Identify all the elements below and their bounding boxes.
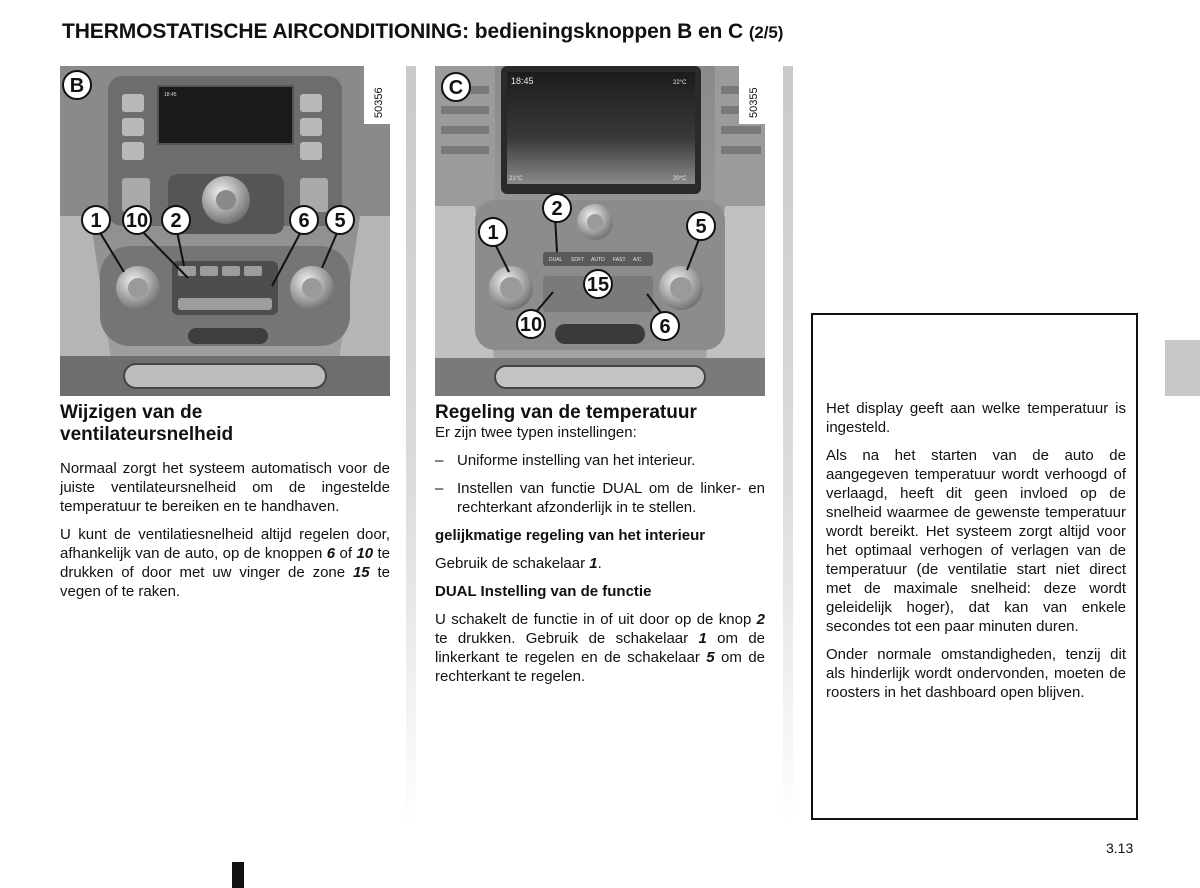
ref-zone-15: 15 [352, 564, 370, 581]
page-title [62, 20, 783, 44]
ref-switch-5: 5 [706, 649, 715, 666]
figure-c-callout-15-label: 15 [586, 274, 610, 296]
note-paragraph-3: Onder normale omstandigheden, tenzij dit als hinderlijk wordt ondervonden, moeten de roosters in het dashboard open blijven. [826, 646, 1126, 701]
uniform-paragraph [435, 554, 765, 573]
figure-c-callout-15 [584, 270, 612, 298]
figure-c-code: 50355 [748, 87, 760, 118]
list-item [435, 451, 765, 470]
figure-c-callout-10-label: 10 [519, 314, 543, 336]
ref-button-2: 2 [756, 611, 765, 628]
figure-b-callout-5 [326, 206, 354, 234]
figure-b-callout-2-label: 2 [170, 210, 182, 232]
figure-c-screen-temp-right: 22°C [673, 80, 687, 86]
dual-text: U schakelt de functie in of uit door op de knop [435, 611, 757, 628]
column-divider-1 [406, 66, 416, 826]
figure-b-callout-1 [82, 206, 110, 234]
crop-mark [232, 862, 244, 888]
list-dash: – [435, 452, 444, 469]
figure-b-letter: B [69, 75, 85, 97]
figure-c-screen-temp-left: 21°C [509, 176, 523, 182]
page-title-part: (2/5) [748, 23, 784, 42]
ref-switch-1: 1 [698, 630, 707, 647]
dual-text: om de rechterkant te regelen. [435, 649, 765, 685]
figure-c-illustration [435, 66, 765, 396]
temperature-heading: Regeling van de temperatuur [435, 402, 697, 423]
settings-list [435, 451, 765, 517]
figure-b-callout-6-label: 6 [298, 210, 310, 232]
figure-b-callout-1-label: 1 [90, 210, 102, 232]
figure-c-callout-1-label: 1 [487, 222, 499, 244]
figure-c-btn-auto: AUTO [591, 257, 605, 263]
figure-c-callout-1 [479, 218, 507, 246]
figure-b-photo [60, 66, 390, 396]
figure-c-btn-fast: FAST [613, 257, 626, 263]
figure-b-screen-time: 18:45 [164, 92, 177, 98]
fan-speed-p2-text: U kunt de ventilatiesnelheid altijd regelen door, afhankelijk van de auto, op de knoppen [60, 526, 390, 562]
figure-c-callout-2 [543, 194, 571, 222]
figure-c-callout-6-label: 6 [659, 316, 671, 338]
dual-text: om de linkerkant te regelen en de schakelaar [435, 630, 766, 666]
ref-switch-1: 1 [589, 555, 598, 572]
list-item-text: Uniforme instelling van het interieur. [457, 452, 696, 469]
fan-speed-paragraph-1: Normaal zorgt het systeem automatisch voor de juiste ventilateursnelheid om de ingestelde temperatuur te bereiken en te handhaven. [60, 460, 390, 515]
list-dash: – [435, 480, 444, 497]
note-content [826, 399, 1126, 711]
figure-b-callout-2 [162, 206, 190, 234]
figure-c-callout-5-label: 5 [695, 216, 707, 238]
note-paragraph-2: Als na het starten van de auto de aangegeven temperatuur wordt verhoogd of verlaagd, heeft dit geen invloed op de snelheid waarmee de gewenste temperatuur wordt bereikt. Het systeem zorgt altijd voor het optimaal verhogen of verlagen van de temperatuur (de ventilatie start niet direct met de maximale snelheid: deze wordt geleidelijk hoger), dat kan van enkele secondes tot een paar minuten duren. [826, 447, 1126, 635]
figure-c-btn-soft: SOFT [571, 257, 585, 263]
figure-b-callout-10 [123, 206, 151, 234]
fan-speed-paragraph-2 [60, 525, 390, 601]
figure-b-illustration [60, 66, 390, 396]
fan-speed-heading [60, 402, 390, 446]
fan-speed-heading-line1: Wijzigen van de [60, 402, 203, 423]
ref-button-10: 10 [356, 545, 374, 562]
uniform-text: . [597, 555, 602, 572]
chapter-tab [1165, 340, 1200, 396]
figure-c-photo [435, 66, 765, 396]
fan-speed-p2-text: te vegen of te raken. [60, 564, 391, 600]
dual-subheading: DUAL Instelling van de functie [435, 583, 652, 600]
section-fan-speed [60, 402, 390, 610]
figure-b-code: 50356 [373, 87, 385, 118]
list-item-text: Instellen van functie DUAL om de linker- en rechterkant afzonderlijk in te stellen. [457, 480, 765, 516]
uniform-subheading: gelijkmatige regeling van het interieur [435, 527, 706, 544]
figure-c-btn-ac: A/C [633, 257, 642, 263]
figure-b-callout-6 [290, 206, 318, 234]
figure-b-callout-5-label: 5 [334, 210, 346, 232]
figure-c-callout-10 [517, 310, 545, 338]
figure-c-screen-time: 18:45 [511, 76, 534, 86]
note-box [811, 313, 1138, 820]
figure-b-callout-10-label: 10 [125, 210, 149, 232]
figure-c-callout-6 [651, 312, 679, 340]
figure-c-screen-temp-right-bottom: 20°C [673, 176, 687, 182]
page-title-text: THERMOSTATISCHE AIRCONDITIONING: bedieningsknoppen B en C [62, 20, 744, 43]
page-number: 3.13 [1106, 840, 1134, 856]
figure-c-callout-5 [687, 212, 715, 240]
section-temperature [435, 402, 765, 695]
figure-c-btn-dual: DUAL [549, 257, 563, 263]
uniform-text: Gebruik de schakelaar [435, 555, 590, 572]
dual-paragraph [435, 610, 765, 686]
list-item [435, 479, 765, 517]
note-paragraph-1: Het display geeft aan welke temperatuur is ingesteld. [826, 400, 1126, 436]
temperature-intro: Er zijn twee typen instellingen: [435, 424, 637, 441]
fan-speed-p2-text: of [335, 545, 357, 562]
column-divider-2 [783, 66, 793, 826]
fan-speed-p2-text: te drukken of door met uw vinger de zone [60, 545, 390, 581]
figure-c-letter: C [448, 77, 464, 99]
dual-text: te drukken. Gebruik de schakelaar [435, 630, 699, 647]
ref-button-6: 6 [326, 545, 336, 562]
figure-c-callout-2-label: 2 [551, 198, 563, 220]
fan-speed-heading-line2: ventilateursnelheid [60, 424, 234, 445]
